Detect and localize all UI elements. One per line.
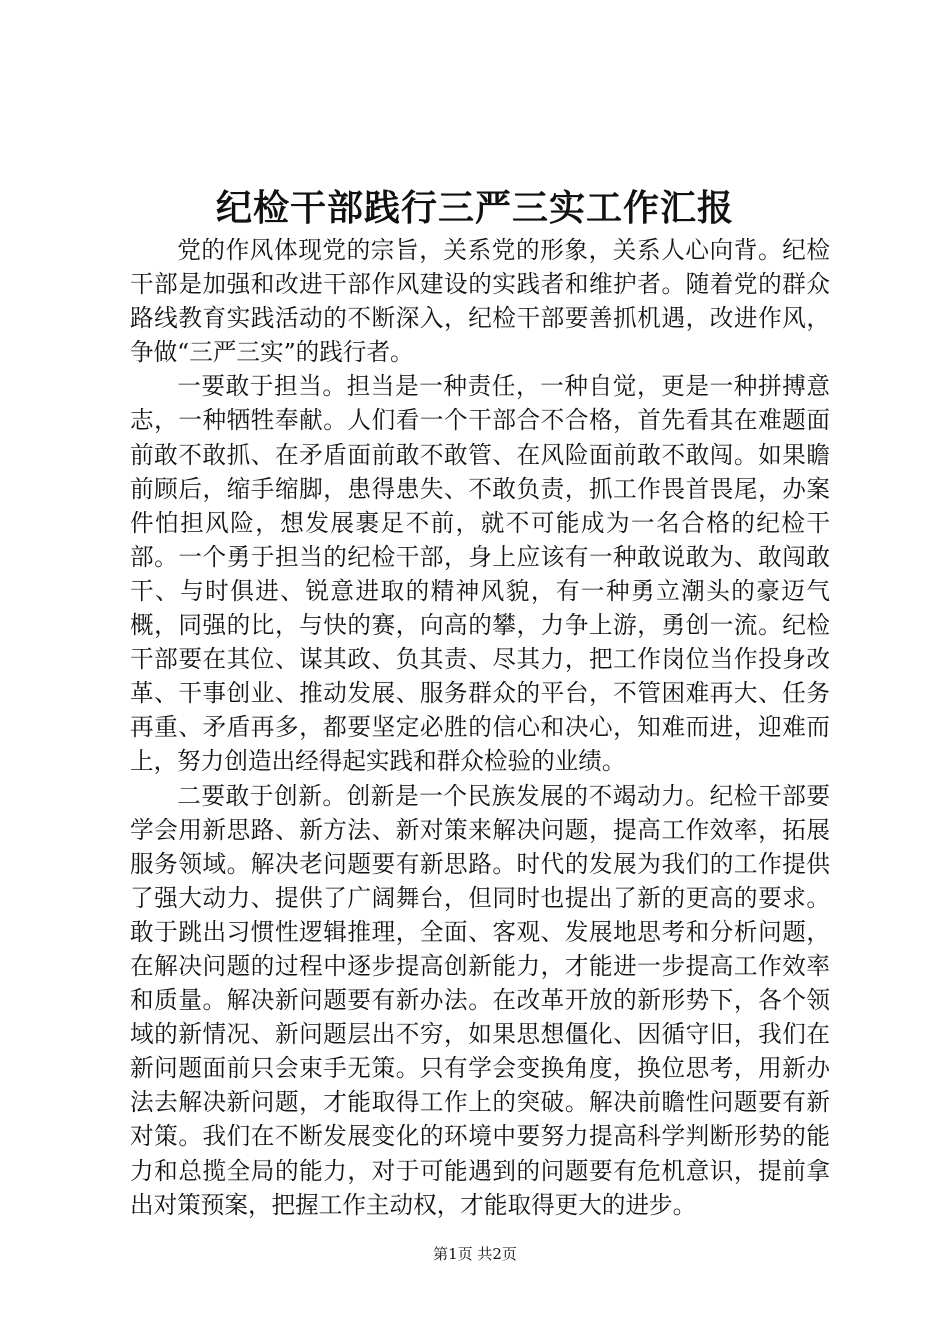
- page-footer: 第1页 共2页: [433, 1245, 517, 1263]
- document-title: 纪检干部践行三严三实工作汇报: [215, 187, 734, 229]
- paragraph-dare-to-innovate: 二要敢于创新。创新是一个民族发展的不竭动力。纪检干部要学会用新思路、新方法、新对策来解决问题，提高工作效率，拓展服务领域。解决老问题要有新思路。时代的发展为我们的工作提供了强大动力、提供了广阔舞台，但同时也提出了新的更高的要求。敢于跳出习惯性逻辑推理，全面、客观、发展地思考和分析问题，在解决问题的过程中逐步提高创新能力，才能进一步提高工作效率和质量。解决新问题要有新办法。在改革开放的新形势下，各个领域的新情况、新问题层出不穷，如果思想僵化、因循守旧，我们在新问题面前只会束手无策。只有学会变换角度，换位思考，用新办法去解决新问题，才能取得工作上的突破。解决前瞻性问题要有新对策。我们在不断发展变化的环境中要努力提高科学判断形势的能力和总揽全局的能力，对于可能遇到的问题要有危机意识，提前拿出对策预案，把握工作主动权，才能取得更大的进步。: [130, 781, 830, 1219]
- document-body: [130, 233, 830, 1222]
- paragraph-dare-to-take-responsibility: 一要敢于担当。担当是一种责任，一种自觉，更是一种拼搏意志，一种牺牲奉献。人们看一个干部合不合格，首先看其在难题面前敢不敢抓、在矛盾面前敢不敢管、在风险面前敢不敢闯。如果瞻前顾后，缩手缩脚，患得患失、不敢负责，抓工作畏首畏尾，办案件怕担风险，想发展裹足不前，就不可能成为一名合格的纪检干部。一个勇于担当的纪检干部，身上应该有一种敢说敢为、敢闯敢干、与时俱进、锐意进取的精神风貌，有一种勇立潮头的豪迈气概，同强的比，与快的赛，向高的攀，力争上游，勇创一流。纪检干部要在其位、谋其政、负其责、尽其力，把工作岗位当作投身改革、干事创业、推动发展、服务群众的平台，不管困难再大、任务再重、矛盾再多，都要坚定必胜的信心和决心，知难而进，迎难而上，努力创造出经得起实践和群众检验的业绩。: [130, 372, 830, 776]
- paragraph-intro: 党的作风体现党的宗旨，关系党的形象，关系人心向背。纪检干部是加强和改进干部作风建设的实践者和维护者。随着党的群众路线教育实践活动的不断深入，纪检干部要善抓机遇，改进作风，争做“三严三实”的践行者。: [130, 236, 830, 367]
